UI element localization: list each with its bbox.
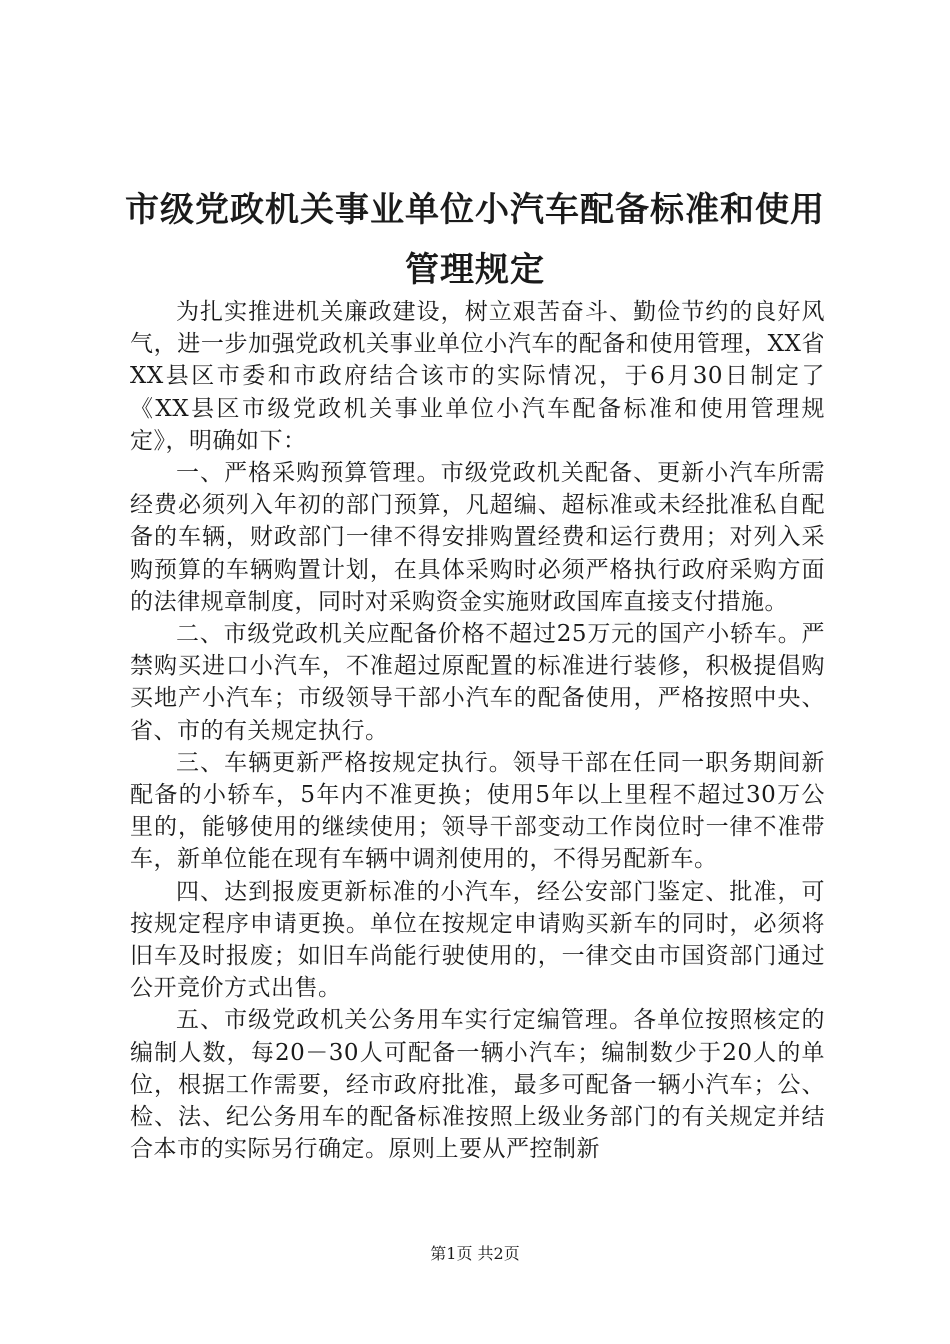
- paragraph-item-5: 五、市级党政机关公务用车实行定编管理。各单位按照核定的编制人数，每20－30人可配备一辆小汽车；编制数少于20人的单位，根据工作需要，经市政府批准，最多可配备一辆小汽车；公、检、法、纪公务用车的配备标准按照上级业务部门的有关规定并结合本市的实际另行确定。原则上要从严控制新: [130, 1007, 825, 1163]
- paragraph-item-1: 一、严格采购预算管理。市级党政机关配备、更新小汽车所需经费必须列入年初的部门预算，凡超编、超标准或未经批准私自配备的车辆，财政部门一律不得安排购置经费和运行费用；对列入采购预算的车辆购置计划，在具体采购时必须严格执行政府采购方面的法律规章制度，同时对采购资金实施财政国库直接支付措施。: [130, 460, 825, 615]
- paragraph-item-2: 二、市级党政机关应配备价格不超过25万元的国产小轿车。严禁购买进口小汽车，不准超过原配置的标准进行装修，积极提倡购买地产小汽车；市级领导干部小汽车的配备使用，严格按照中央、省、市的有关规定执行。: [130, 621, 825, 744]
- paragraph-item-4: 四、达到报废更新标准的小汽车，经公安部门鉴定、批准，可按规定程序申请更换。单位在按规定申请购买新车的同时，必须将旧车及时报废；如旧车尚能行驶使用的，一律交由市国资部门通过公开竞价方式出售。: [130, 878, 825, 1002]
- document-title-line-1: 市级党政机关事业单位小汽车配备标准和使用: [125, 190, 825, 230]
- document-title-line-2: 管理规定: [405, 250, 545, 290]
- paragraph-intro: 为扎实推进机关廉政建设，树立艰苦奋斗、勤俭节约的良好风气，进一步加强党政机关事业单位小汽车的配备和使用管理，XX省XX县区市委和市政府结合该市的实际情况，于6月30日制定了《XX县区市级党政机关事业单位小汽车配备标准和使用管理规定》，明确如下：: [130, 299, 825, 454]
- paragraph-item-3: 三、车辆更新严格按规定执行。领导干部在任同一职务期间新配备的小轿车，5年内不准更换；使用5年以上里程不超过30万公里的，能够使用的继续使用；领导干部变动工作岗位时一律不准带车，新单位能在现有车辆中调剂使用的，不得另配新车。: [130, 749, 825, 873]
- page-number-footer: 第1页 共2页: [430, 1244, 520, 1263]
- document-body: [130, 296, 825, 1165]
